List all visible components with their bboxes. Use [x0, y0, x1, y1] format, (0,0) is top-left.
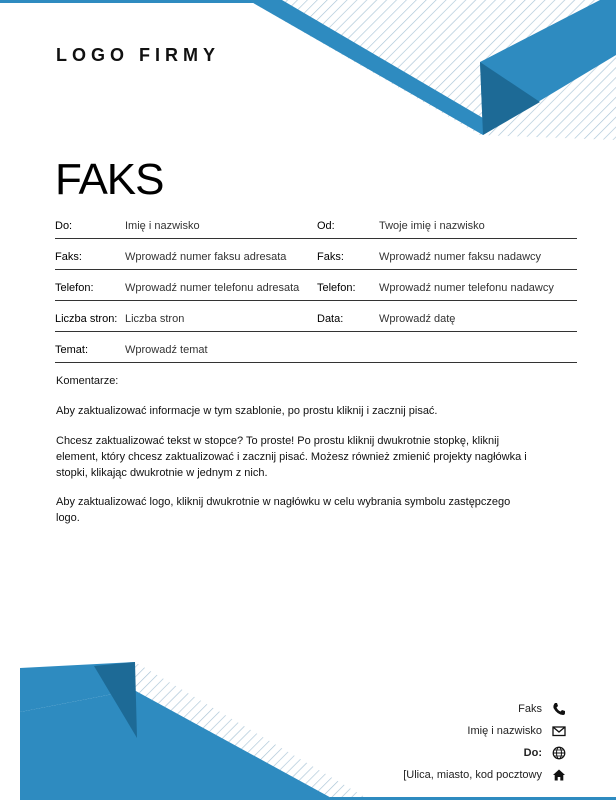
top-accent-line	[0, 0, 262, 3]
document-title: FAKS	[55, 155, 164, 204]
footer-dark-fold	[94, 662, 137, 738]
phone-icon	[552, 702, 566, 716]
header-striped-band	[248, 0, 616, 140]
footer-blue-triangle	[20, 690, 335, 800]
field-row-to-from	[55, 208, 577, 239]
envelope-icon	[552, 724, 566, 738]
footer-address-text[interactable]: [Ulica, miasto, kod pocztowy	[403, 769, 542, 781]
comment-paragraph[interactable]: Aby zaktualizować logo, kliknij dwukrotnie w nagłówku w celu wybrania symbolu zastępczego logo.	[56, 496, 511, 524]
footer-to	[524, 746, 566, 760]
phone-to-value[interactable]: Wprowadź numer telefonu adresata	[125, 282, 300, 294]
from-value[interactable]: Twoje imię i nazwisko	[379, 220, 485, 232]
field-row-subject	[55, 332, 577, 363]
field-row-pages-date	[55, 301, 577, 332]
footer-blue-ribbon	[20, 662, 135, 712]
to-value[interactable]: Imię i nazwisko	[125, 220, 200, 232]
pages-value[interactable]: Liczba stron	[125, 313, 185, 325]
fax-to-label: Faks:	[55, 251, 82, 263]
header-blue-ribbon	[248, 0, 483, 135]
footer-name	[467, 724, 566, 738]
footer-address	[403, 768, 566, 782]
footer-to-text[interactable]: Do:	[523, 747, 542, 759]
fax-from-value[interactable]: Wprowadź numer faksu nadawcy	[379, 251, 542, 263]
subject-value[interactable]: Wprowadź temat	[125, 344, 208, 356]
comment-paragraph[interactable]: Chcesz zaktualizować tekst w stopce? To proste! Po prostu kliknij dwukrotnie stopkę, kliknij element, który chcesz zaktualizować i zacznij pisać. Możesz również zmienić projekty nagłówka i stopki, klikając dwukrotnie w jednym z nich.	[56, 435, 527, 479]
phone-from-label: Telefon:	[317, 282, 356, 294]
pages-label: Liczba stron:	[55, 313, 118, 325]
globe-icon	[552, 746, 566, 760]
phone-to-label: Telefon:	[55, 282, 94, 294]
footer-striped-band	[20, 662, 370, 800]
fax-from-label: Faks:	[317, 251, 344, 263]
phone-from-value[interactable]: Wprowadź numer telefonu nadawcy	[379, 282, 554, 294]
field-row-fax	[55, 239, 577, 270]
to-label: Do:	[55, 220, 73, 232]
comment-paragraph[interactable]: Aby zaktualizować informacje w tym szablonie, po prostu kliknij i zacznij pisać.	[56, 405, 438, 417]
date-value[interactable]: Wprowadź datę	[379, 313, 456, 325]
header-dark-fold	[480, 62, 540, 135]
field-row-phone	[55, 270, 577, 301]
footer-fax	[518, 702, 566, 716]
fax-to-value[interactable]: Wprowadź numer faksu adresata	[125, 251, 287, 263]
home-icon	[552, 768, 566, 782]
footer-fax-text[interactable]: Faks	[518, 703, 542, 715]
date-label: Data:	[317, 313, 344, 325]
comments-label: Komentarze:	[56, 375, 119, 387]
from-label: Od:	[317, 220, 335, 232]
header-blue-triangle	[480, 0, 616, 135]
footer-name-text[interactable]: Imię i nazwisko	[467, 725, 542, 737]
subject-label: Temat:	[55, 344, 89, 356]
company-logo[interactable]: LOGO FIRMY	[56, 45, 220, 65]
